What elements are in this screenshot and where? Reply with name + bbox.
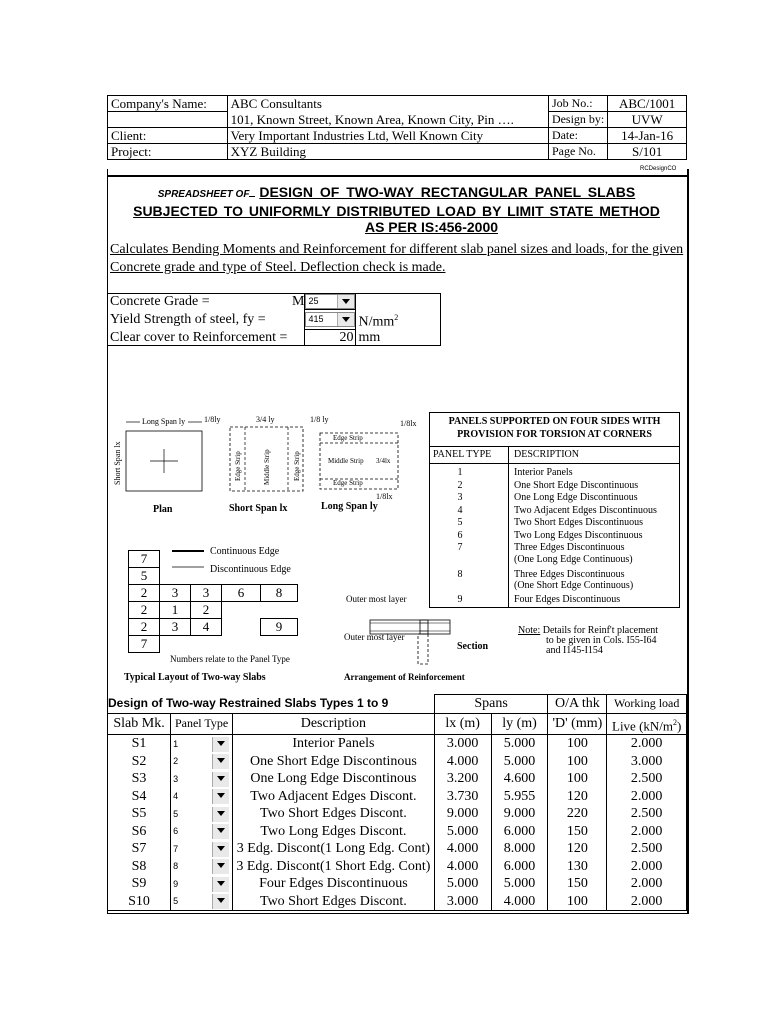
panel-type-value: 8: [173, 861, 179, 872]
eighth-lx-label: 1/8lx: [400, 419, 417, 428]
layout-cell: [222, 602, 261, 619]
fy-value: 415: [308, 314, 324, 325]
layout-cell: [261, 602, 298, 619]
cover-input[interactable]: 20: [305, 329, 356, 345]
layout-cell: 7: [129, 636, 160, 653]
ly-header: ly (m): [491, 713, 548, 735]
three-quarter-ly-label: 3/4 ly: [256, 415, 275, 424]
slab-description: Interior Panels: [233, 735, 435, 753]
panel-type-select[interactable]: [171, 805, 233, 823]
description-col-header: Description: [233, 713, 435, 735]
panel-type-number: 3: [457, 492, 463, 503]
panel-type-select[interactable]: [171, 858, 233, 876]
live-load-input[interactable]: 2.000: [607, 893, 687, 911]
panel-type-number: 9: [457, 594, 463, 605]
concrete-grade-select[interactable]: [305, 294, 356, 310]
chevron-down-icon[interactable]: [212, 894, 229, 909]
outer-most-layer-label: Outer most layer: [344, 632, 405, 642]
table-row: [108, 735, 687, 753]
long-span-label: Long Span ly: [142, 417, 186, 426]
sheet-description: [110, 241, 685, 277]
short-span-caption: Short Span lx: [229, 503, 288, 514]
layout-cell: 2: [191, 602, 222, 619]
outer-most-layer-label: Outer most layer: [346, 594, 407, 604]
table-row: [108, 788, 687, 806]
title-line2: SUBJECTED TO UNIFORMLY DISTRIBUTED LOAD BY LIMIT STATE METHOD: [133, 203, 660, 219]
layout-cell: [222, 619, 261, 636]
ly-input[interactable]: 9.000: [491, 805, 548, 823]
ly-input[interactable]: 6.000: [491, 858, 548, 876]
slab-mark: S4: [108, 788, 171, 806]
design-by-label: Design by:: [548, 112, 607, 128]
panel-type-description: Three Edges Discontinuous: [514, 542, 625, 553]
layout-cell: [191, 568, 222, 585]
layout-cell: 9: [261, 619, 298, 636]
slab-description: 3 Edg. Discont(1 Long Edg. Cont): [233, 840, 435, 858]
lx-input[interactable]: 4.000: [434, 753, 491, 771]
discontinuous-edge-label: Discontinuous Edge: [210, 564, 291, 575]
slab-description: Two Adjacent Edges Discont.: [233, 788, 435, 806]
panel-type-value: 2: [173, 756, 179, 767]
layout-cell: 8: [261, 585, 298, 602]
ly-input[interactable]: 5.000: [491, 735, 548, 753]
lx-input[interactable]: 5.000: [434, 823, 491, 841]
edge-strip-label: Edge Strip: [333, 479, 363, 487]
panel-type-description-continued: (One Short Edge Continuous): [514, 580, 634, 591]
panel-type-select[interactable]: [171, 735, 233, 753]
layout-cell: [261, 568, 298, 585]
slab-mark: S6: [108, 823, 171, 841]
edge-strip-label: Edge Strip: [293, 451, 301, 481]
chevron-down-icon[interactable]: [212, 737, 229, 752]
chevron-down-icon[interactable]: [212, 842, 229, 857]
chevron-down-icon[interactable]: [212, 789, 229, 804]
panel-type-number: 2: [457, 479, 463, 491]
panel-type-description: Three Edges Discontinuous: [514, 568, 625, 580]
lx-input[interactable]: 3.000: [434, 893, 491, 911]
thickness-input[interactable]: 100: [548, 770, 607, 788]
table-row: [108, 753, 687, 771]
panel-type-description: Interior Panels: [514, 467, 573, 478]
company-label: Company's Name:: [108, 96, 228, 112]
ly-input[interactable]: 5.955: [491, 788, 548, 806]
live-load-input[interactable]: 2.500: [607, 840, 687, 858]
ly-input[interactable]: 5.000: [491, 875, 548, 893]
live-load-input[interactable]: 2.000: [607, 788, 687, 806]
thickness-input[interactable]: 150: [548, 875, 607, 893]
client-name: Very Important Industries Ltd, Well Known City: [227, 128, 548, 144]
company-name: ABC Consultants: [227, 96, 548, 112]
layout-cell: [160, 636, 191, 653]
page-number: S/101: [608, 144, 687, 160]
panel-type-description: Four Edges Discontinuous: [514, 594, 621, 605]
ly-input[interactable]: 4.600: [491, 770, 548, 788]
slab-description: One Short Edge Discontinous: [233, 753, 435, 771]
panel-type-value: 1: [173, 738, 179, 749]
panel-types-table: [429, 412, 680, 608]
layout-cell: [222, 568, 261, 585]
layout-cell: 2: [129, 602, 160, 619]
numbers-note: Numbers relate to the Panel Type: [170, 654, 290, 664]
table-row: [108, 893, 687, 911]
layout-cell: 2: [129, 585, 160, 602]
slab-mark: S2: [108, 753, 171, 771]
panel-type-row: [430, 480, 679, 493]
slab-mark: S5: [108, 805, 171, 823]
grade-prefix: M: [292, 294, 305, 310]
slab-mark: S9: [108, 875, 171, 893]
ly-input[interactable]: 8.000: [491, 840, 548, 858]
table-row: [108, 823, 687, 841]
panel-type-select[interactable]: [171, 875, 233, 893]
live-load-input[interactable]: 2.000: [607, 735, 687, 753]
panel-type-row: [430, 542, 679, 555]
chevron-down-icon[interactable]: [337, 313, 354, 326]
lx-input[interactable]: 3.200: [434, 770, 491, 788]
live-load-input[interactable]: 2.500: [607, 770, 687, 788]
live-load-input[interactable]: 2.500: [607, 805, 687, 823]
thickness-input[interactable]: 100: [548, 753, 607, 771]
design-table-caption: Design of Two-way Restrained Slabs Types 1 to 9: [108, 696, 389, 710]
d-header: 'D' (mm): [548, 713, 607, 735]
panel-type-row: [430, 594, 679, 607]
chevron-down-icon[interactable]: [337, 295, 354, 308]
layout-cell: 5: [129, 568, 160, 585]
note-text-3: and I145-I154: [546, 645, 603, 656]
panel-type-row: [430, 569, 679, 582]
layout-cell: 1: [160, 602, 191, 619]
panel-type-number: 7: [457, 542, 463, 553]
layout-cell: [160, 551, 191, 568]
slab-mark: S8: [108, 858, 171, 876]
panel-type-select[interactable]: [171, 788, 233, 806]
project-name: XYZ Building: [227, 144, 548, 160]
slab-description: Four Edges Discontinuous: [233, 875, 435, 893]
lx-header: lx (m): [434, 713, 491, 735]
title-prefix: SPREADSHEET OF: [157, 189, 250, 200]
layout-cell: [261, 551, 298, 568]
thickness-input[interactable]: 220: [548, 805, 607, 823]
sheet-title: [107, 184, 686, 235]
grade-value: 25: [308, 296, 319, 307]
thickness-input[interactable]: 150: [548, 823, 607, 841]
page-label: Page No.: [548, 144, 607, 160]
thickness-input[interactable]: 120: [548, 840, 607, 858]
date-value: 14-Jan-16: [608, 128, 687, 144]
panel-type-row: [430, 467, 679, 480]
chevron-down-icon[interactable]: [212, 877, 229, 892]
panel-type-row: [430, 517, 679, 530]
continuous-edge-label: Continuous Edge: [210, 546, 280, 557]
panel-type-row: [430, 492, 679, 505]
panel-type-select[interactable]: [171, 823, 233, 841]
title-line3: AS PER IS:456-2000: [364, 219, 499, 235]
panel-type-value: 4: [173, 791, 179, 802]
panel-type-description: Two Short Edges Discontinuous: [514, 517, 644, 528]
slab-description: Two Long Edges Discont.: [233, 823, 435, 841]
panel-type-select[interactable]: [171, 840, 233, 858]
layout-cell: [160, 568, 191, 585]
lx-input[interactable]: 4.000: [434, 858, 491, 876]
panel-title-2: PROVISION FOR TORSION AT CORNERS: [457, 429, 652, 440]
panel-type-value: 6: [173, 826, 179, 837]
edge-strip-label: Edge Strip: [333, 434, 363, 442]
section-right: [420, 615, 520, 675]
company-address: 101, Known Street, Known Area, Known City, Pin ….: [227, 112, 548, 128]
chevron-down-icon[interactable]: [212, 859, 229, 874]
panel-type-description: One Short Edge Discontinuous: [514, 479, 639, 491]
panel-type-number: 5: [457, 517, 463, 528]
panel-type-number: 4: [457, 504, 463, 516]
working-load-header: Working load: [607, 695, 687, 714]
design-table: Spans O/A thk Working load Slab Mk. Panel Type Description lx (m) ly (m) 'D' (mm) Live $(kN/m^2)$ S1 1 Interior Panels 3.000 5.000 100 2.000 S2 2 One Short Edge Discontinous 4.000 5.000 100 3.000 S3 3 One Long Edge Discontinous 3.200 4.600 100 2.500 S4 4 Two Adjacent Edges Discont. 3.730 5.955 120 2.000 S5 5 Two Short Edges Discont. 9.000 9.000 220 2.500 S6 6 Two Long Edges Discont. 5.000 6.000 150 2.000 S7 7 3 Edg. Discont(1 Long Edg. Cont) 4.000 8.000 120 2.500 S8 8 3 Edg. Discont(1 Short Edg. Cont) 4.000 6.000 130 2.000 S9 9 Four Edges Discontinuous 5.000 5.000 150 2.000 S10 5 Two Short Edges Discont. 3.000 4.000 100 2.000: [107, 694, 687, 911]
panel-type-row: [430, 505, 679, 518]
panel-type-value: 9: [173, 878, 179, 889]
layout-cell: [191, 636, 222, 653]
panel-type-number: 1: [457, 467, 463, 478]
chevron-down-icon[interactable]: [212, 754, 229, 769]
job-label: Job No.:: [548, 96, 607, 112]
panel-type-description-continued: (One Long Edge Continuous): [514, 553, 633, 565]
thickness-input[interactable]: 100: [548, 735, 607, 753]
fy-label: Yield Strength of steel, fy =: [108, 310, 305, 330]
thickness-input[interactable]: 100: [548, 893, 607, 911]
note-label: Note:: [518, 625, 541, 636]
slab-mark-header: Slab Mk.: [108, 713, 171, 735]
middle-strip-label: Middle Strip: [263, 449, 271, 485]
layout-cell: 2: [129, 619, 160, 636]
table-row: [108, 840, 687, 858]
layout-cell: 6: [222, 585, 261, 602]
slab-description: Two Short Edges Discont.: [233, 805, 435, 823]
title-line1: DESIGN OF TWO-WAY RECTANGULAR PANEL SLABS: [259, 184, 636, 200]
layout-cell: [191, 551, 222, 568]
thickness-input[interactable]: 130: [548, 858, 607, 876]
layout-cell: 3: [160, 585, 191, 602]
layout-cell: 3: [191, 585, 222, 602]
slab-description: 3 Edg. Discont(1 Short Edg. Cont): [233, 858, 435, 876]
panel-type-number: 8: [457, 568, 463, 580]
live-load-input[interactable]: 3.000: [607, 753, 687, 771]
panel-type-description: One Long Edge Discontinuous: [514, 492, 638, 503]
layout-cell: 7: [129, 551, 160, 568]
lx-input[interactable]: 4.000: [434, 840, 491, 858]
typical-layout-grid: [128, 550, 298, 653]
panel-type-description: Two Adjacent Edges Discontinuous: [514, 504, 657, 516]
long-span-diagram: [320, 419, 416, 512]
desc-line1: Calculates Bending Moments and Reinforcement for different slab panel sizes and loads, for the given: [110, 242, 684, 257]
input-table: Concrete Grade = M 25 Yield Strength of steel, fy = 415 $N/mm^2$ Clear cover to Reinforcement = 20 mm: [107, 293, 441, 346]
panel-type-select[interactable]: [171, 753, 233, 771]
note-text-2: to be given in Cols. I55-I64: [546, 635, 657, 646]
header-table: [107, 95, 687, 160]
plan-caption: Plan: [153, 504, 173, 515]
eighth-lx-label: 1/8lx: [376, 492, 393, 501]
layout-cell: 3: [160, 619, 191, 636]
fy-unit: N/mm: [358, 314, 395, 330]
table-row: [108, 805, 687, 823]
slab-mark: S10: [108, 893, 171, 911]
layout-cell: [222, 636, 261, 653]
design-by: UVW: [608, 112, 687, 128]
ly-input[interactable]: 5.000: [491, 753, 548, 771]
yield-strength-select[interactable]: [305, 310, 356, 330]
panel-title-1: PANELS SUPPORTED ON FOUR SIDES WITH: [448, 416, 661, 427]
typical-layout-caption: Typical Layout of Two-way Slabs: [124, 672, 266, 683]
panel-type-col-header: Panel Type: [171, 713, 233, 735]
table-row: [108, 858, 687, 876]
panel-type-value: 5: [173, 808, 179, 819]
job-number: ABC/1001: [608, 96, 687, 112]
panel-type-number: 6: [457, 529, 463, 541]
title-rule: [107, 175, 688, 177]
section-caption: Section: [457, 641, 489, 652]
chevron-down-icon[interactable]: [212, 772, 229, 787]
slab-mark: S3: [108, 770, 171, 788]
layout-cell: [222, 551, 261, 568]
project-label: Project:: [108, 144, 228, 160]
spans-header: Spans: [434, 695, 548, 714]
grade-label: Concrete Grade =: [108, 294, 293, 310]
cover-label: Clear cover to Reinforcement =: [108, 329, 305, 345]
note-text-1: Details for Reinf't placement: [542, 625, 659, 636]
rcdesign-tag: RCDesignCO: [640, 166, 677, 172]
short-span-label: Short Span lx: [113, 441, 122, 485]
thickness-input[interactable]: 120: [548, 788, 607, 806]
oa-thk-header: O/A thk: [548, 695, 607, 714]
panel-type-select[interactable]: [171, 893, 233, 911]
layout-cell: 4: [191, 619, 222, 636]
chevron-down-icon[interactable]: [212, 824, 229, 839]
panel-type-value: 5: [173, 896, 179, 907]
lx-input[interactable]: 9.000: [434, 805, 491, 823]
panel-type-row: [430, 530, 679, 543]
middle-strip-label: Middle Strip: [328, 457, 364, 465]
panel-type-header: PANEL TYPE: [433, 449, 492, 460]
date-label: Date:: [548, 128, 607, 144]
panel-type-description: Two Long Edges Discontinuous: [514, 529, 643, 541]
three-quarter-lx-label: 3/4lx: [376, 457, 391, 465]
live-load-input[interactable]: 2.000: [607, 823, 687, 841]
chevron-down-icon[interactable]: [212, 807, 229, 822]
eighth-ly-2-label: 1/8 ly: [310, 415, 329, 424]
lx-input[interactable]: 5.000: [434, 875, 491, 893]
panel-type-value: 7: [173, 843, 179, 854]
plan-diagram: [113, 417, 202, 515]
desc-line2: Concrete grade and type of Steel. Deflection check is made.: [110, 260, 446, 275]
reinforcement-note: [518, 626, 658, 656]
lx-input[interactable]: 3.730: [434, 788, 491, 806]
long-span-caption: Long Span ly: [321, 501, 378, 512]
eighth-ly-label: 1/8ly: [204, 415, 221, 424]
slab-description: One Long Edge Discontinous: [233, 770, 435, 788]
panel-type-select[interactable]: [171, 770, 233, 788]
ly-input[interactable]: 6.000: [491, 823, 548, 841]
cover-unit: mm: [356, 329, 441, 345]
table-row: [108, 875, 687, 893]
table-row: [108, 770, 687, 788]
layout-cell: [261, 636, 298, 653]
arrangement-caption: Arrangement of Reinforcement: [344, 672, 465, 682]
short-span-diagram: [204, 415, 328, 514]
client-label: Client:: [108, 128, 228, 144]
live-header: Live (kN/m: [612, 717, 674, 733]
slab-description: Two Short Edges Discont.: [233, 893, 435, 911]
edge-strip-label: Edge Strip: [234, 451, 242, 481]
slab-mark: S7: [108, 840, 171, 858]
live-load-input[interactable]: 2.000: [607, 875, 687, 893]
ly-input[interactable]: 4.000: [491, 893, 548, 911]
panel-type-value: 3: [173, 773, 179, 784]
live-load-input[interactable]: 2.000: [607, 858, 687, 876]
description-header: DESCRIPTION: [514, 449, 580, 460]
lx-input[interactable]: 3.000: [434, 735, 491, 753]
slab-mark: S1: [108, 735, 171, 753]
